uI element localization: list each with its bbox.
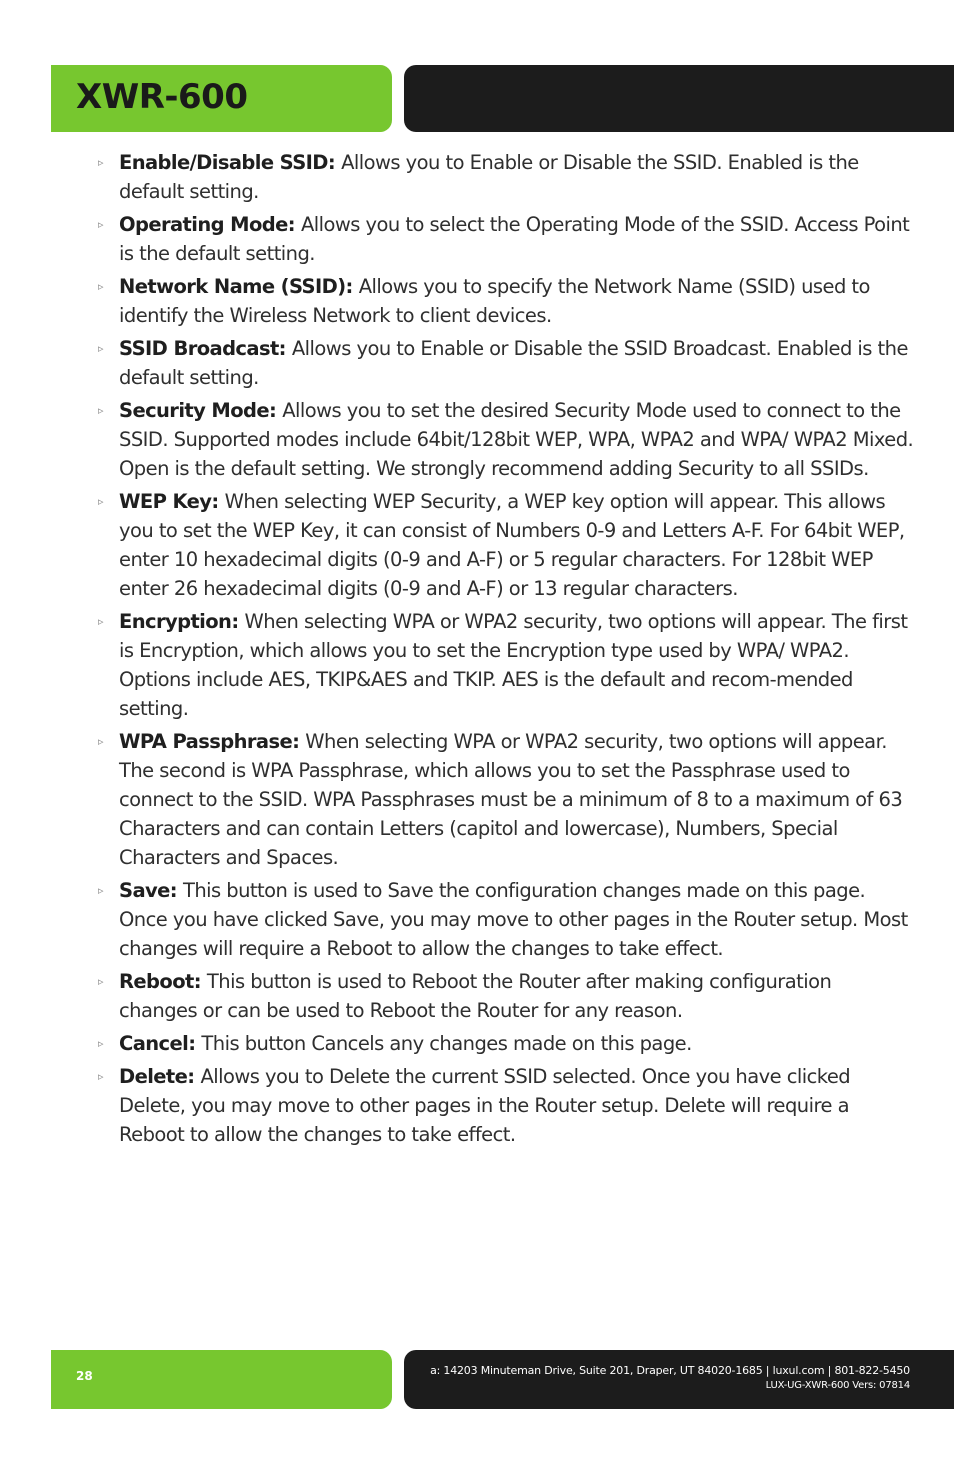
triangle-bullet-icon: ▹ (98, 495, 104, 508)
triangle-bullet-icon: ▹ (98, 615, 104, 628)
term-label: WPA Passphrase: (119, 730, 300, 753)
term-label: Delete: (119, 1065, 195, 1088)
item-text (119, 396, 914, 483)
list-item (0, 607, 954, 723)
list-item (0, 967, 954, 1025)
list-item (0, 148, 954, 206)
item-text (119, 148, 914, 206)
header-green-bar (51, 65, 392, 132)
list-item (0, 727, 954, 872)
list-item (0, 334, 954, 392)
term-label: WEP Key: (119, 490, 219, 513)
term-label: Cancel: (119, 1032, 196, 1055)
triangle-bullet-icon: ▹ (98, 884, 104, 897)
list-item (0, 396, 954, 483)
triangle-bullet-icon: ▹ (98, 342, 104, 355)
definition-list (0, 148, 954, 1153)
item-text (119, 727, 914, 872)
term-description: This button is used to Reboot the Router after making configuration changes or can be used to Reboot the Router for any reason. (119, 970, 832, 1022)
page-number: 28 (76, 1369, 93, 1383)
header-black-bar (404, 65, 954, 132)
term-description: Allows you to specify the Network Name (SSID) used to identify the Wireless Network to client devices. (119, 275, 870, 327)
item-text (119, 1029, 914, 1058)
item-text (119, 487, 914, 603)
term-description: Allows you to Enable or Disable the SSID Broadcast. Enabled is the default setting. (119, 337, 908, 389)
item-text (119, 607, 914, 723)
item-text (119, 334, 914, 392)
term-label: Enable/Disable SSID: (119, 151, 336, 174)
footer-address: a: 14203 Minuteman Drive, Suite 201, Draper, UT 84020-1685 | luxul.com | 801-822-5450 (430, 1364, 910, 1377)
triangle-bullet-icon: ▹ (98, 1037, 104, 1050)
list-item (0, 487, 954, 603)
footer-doc-version: LUX-UG-XWR-600 Vers: 07814 (765, 1380, 910, 1391)
footer-green-bar (51, 1350, 392, 1409)
triangle-bullet-icon: ▹ (98, 404, 104, 417)
term-label: Operating Mode: (119, 213, 295, 236)
item-text (119, 210, 914, 268)
term-description: This button Cancels any changes made on this page. (201, 1032, 692, 1055)
triangle-bullet-icon: ▹ (98, 1070, 104, 1083)
triangle-bullet-icon: ▹ (98, 280, 104, 293)
list-item (0, 210, 954, 268)
term-label: Reboot: (119, 970, 201, 993)
list-item (0, 1029, 954, 1058)
term-description: Allows you to select the Operating Mode of the SSID. Access Point is the default setting. (119, 213, 910, 265)
triangle-bullet-icon: ▹ (98, 156, 104, 169)
term-description: When selecting WPA or WPA2 security, two options will appear. The second is WPA Passphrase, which allows you to set the Passphrase used to connect to the SSID. WPA Passphrases must be a minimum of 8 to a maximum of 63 Characters and can contain Letters (capitol and lowercase), Numbers, Special Characters and Spaces. (119, 730, 903, 869)
item-text (119, 876, 914, 963)
page-title: XWR-600 (76, 77, 248, 117)
term-label: Save: (119, 879, 177, 902)
term-description: When selecting WPA or WPA2 security, two options will appear. The first is Encryption, which allows you to set the Encryption type used by WPA/ WPA2. Options include AES, TKIP&AES and TKIP. AES is the default and recom-mended setting. (119, 610, 908, 720)
term-description: Allows you to Delete the current SSID selected. Once you have clicked Delete, you may move to other pages in the Router setup. Delete will require a Reboot to allow the changes to take effect. (119, 1065, 851, 1146)
footer-black-bar (404, 1350, 954, 1409)
term-description: This button is used to Save the configuration changes made on this page. Once you have clicked Save, you may move to other pages in the Router setup. Most changes will require a Reboot to allow the changes to take effect. (119, 879, 908, 960)
term-label: Security Mode: (119, 399, 277, 422)
list-item (0, 876, 954, 963)
triangle-bullet-icon: ▹ (98, 735, 104, 748)
triangle-bullet-icon: ▹ (98, 218, 104, 231)
list-item (0, 272, 954, 330)
term-description: Allows you to Enable or Disable the SSID. Enabled is the default setting. (119, 151, 859, 203)
term-description: Allows you to set the desired Security Mode used to connect to the SSID. Supported modes include 64bit/128bit WEP, WPA, WPA2 and WPA/ WPA2 Mixed. Open is the default setting. We strongly recommend adding Security to all SSIDs. (119, 399, 914, 480)
item-text (119, 272, 914, 330)
triangle-bullet-icon: ▹ (98, 975, 104, 988)
list-item (0, 1062, 954, 1149)
term-label: Network Name (SSID): (119, 275, 353, 298)
term-description: When selecting WEP Security, a WEP key option will appear. This allows you to set the WEP Key, it can consist of Numbers 0-9 and Letters A-F. For 64bit WEP, enter 10 hexadecimal digits (0-9 and A-F) or 5 regular characters. For 128bit WEP enter 26 hexadecimal digits (0-9 and A-F) or 13 regular characters. (119, 490, 905, 600)
term-label: Encryption: (119, 610, 239, 633)
item-text (119, 967, 914, 1025)
term-label: SSID Broadcast: (119, 337, 286, 360)
item-text (119, 1062, 914, 1149)
